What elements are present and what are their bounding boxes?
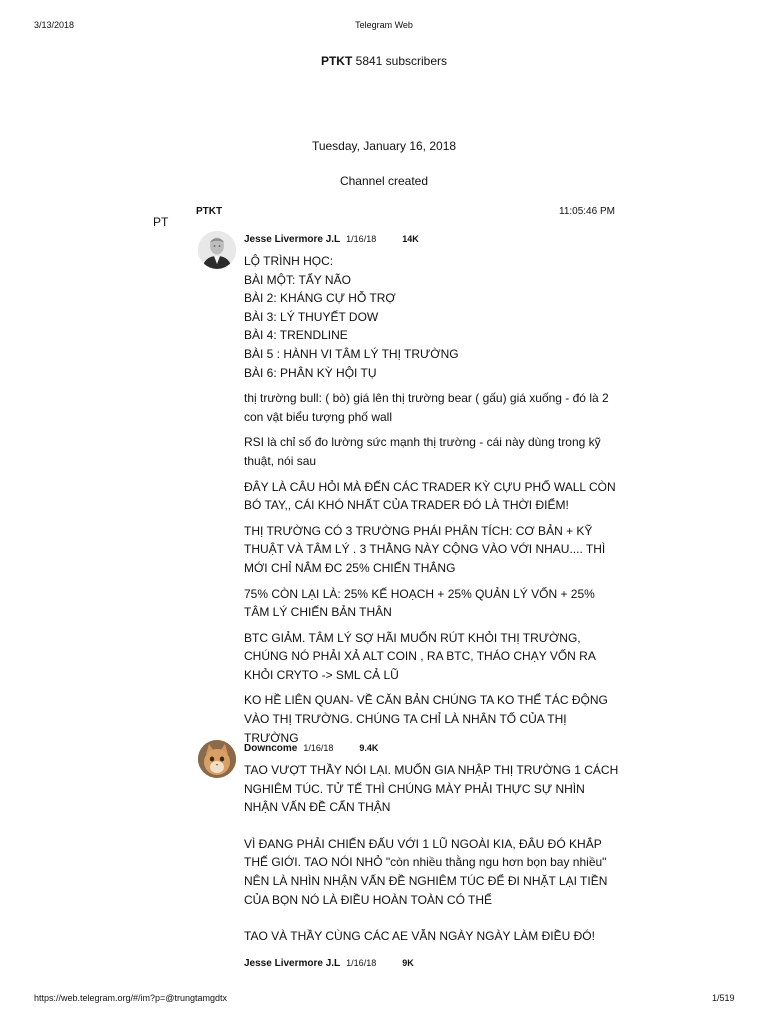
message-author[interactable]: Jesse Livermore J.L [244,958,341,969]
channel-name[interactable]: PTKT [320,54,353,68]
channel-header [0,54,768,68]
message-time: 11:05:46 PM [559,206,615,217]
page-number: 1/519 [712,993,735,1003]
date-separator: Tuesday, January 16, 2018 [311,139,457,153]
message-author[interactable]: Downcome [244,743,298,754]
message-paragraph: RSI là chỉ số đo lường sức mạnh thị trường - cái này dùng trong kỹ thuật, nói sau [244,435,601,468]
message-author[interactable]: Jesse Livermore J.L [244,234,341,245]
message-date: 1/16/18 [346,958,377,968]
avatar[interactable] [198,231,236,269]
message-paragraph: VÌ ĐANG PHẢI CHIẾN ĐẤU VỚI 1 LŨ NGOÀI KIA, ĐÂU ĐÓ KHẮP THẾ GIỚI. TAO NÓI NHỎ "còn nhiều thằng ngu hơn bọn bay nhiều" NÊN LÀ NHÌN NHẬN VẤN ĐỀ NGHIÊM TÚC ĐỂ ĐI NHẶT LẠI TIỀN CỦA BỌN NÓ LÀ ĐIỀU HOÀN TOÀN CÓ THỂ [244,836,608,907]
print-title: Telegram Web [355,20,413,30]
page-url: https://web.telegram.org/#/im?p=@trungtamgdtx [34,993,227,1003]
subscriber-count: 5841 subscribers [355,54,448,68]
view-count: 14K [402,234,419,244]
service-message: Channel created [339,174,429,188]
message-paragraph: LỘ TRÌNH HỌC: BÀI MỘT: TẨY NÃO BÀI 2: KHÁNG CỰ HỖ TRỢ BÀI 3: LÝ THUYẾT DOW BÀI 4: TRENDLINE BÀI 5 : HÀNH VI TÂM LÝ THỊ TRƯỜNG BÀI 6: PHÂN KỲ HỘI TỤ [244,254,459,380]
message-date: 1/16/18 [346,234,377,244]
message-paragraph: BTC GIẢM. TÂM LÝ SỢ HÃI MUỐN RÚT KHỎI THỊ TRƯỜNG, CHÚNG NÓ PHẢI XẢ ALT COIN , RA BTC, THÁO CHẠY VỐN RA KHỎI CRYTO -> SML CẢ LŨ [244,630,596,682]
message-paragraph: THỊ TRƯỜNG CÓ 3 TRƯỜNG PHÁI PHÂN TÍCH: CƠ BẢN + KỸ THUẬT VÀ TÂM LÝ . 3 THẰNG NÀY CỘNG VÀO VỚI NHAU.... THÌ MỚI CHỈ NẮM ĐC 25% CHIẾN THẮNG [244,523,606,575]
message-body [244,761,619,953]
message-body [244,252,619,754]
message-sender[interactable]: PTKT [196,206,223,217]
message-paragraph: TAO VƯỢT THẦY NÓI LẠI. MUỐN GIA NHẬP THỊ TRƯỜNG 1 CÁCH NGHIÊM TÚC. TỬ TẾ THÌ CHÚNG MÀY PHẢI THỰC SỰ NHÌN NHẬN VẤN ĐỀ CẨN THẬN [244,763,619,815]
message-meta [244,234,419,245]
message-meta [244,958,414,969]
message-paragraph: 75% CÒN LẠI LÀ: 25% KẾ HOẠCH + 25% QUẢN LÝ VỐN + 25% TÂM LÝ CHIẾN BẢN THÂN [244,586,595,620]
message-paragraph: ĐÂY LÀ CÂU HỎI MÀ ĐẾN CÁC TRADER KỲ CỰU PHỐ WALL CÒN BÓ TAY,, CÁI KHÓ NHẤT CỦA TRADER ĐÓ LÀ THỜI ĐIỂM! [244,479,616,513]
portrait-photo-icon [198,231,236,269]
avatar[interactable] [198,740,236,778]
view-count: 9.4K [359,743,379,753]
message-paragraph: thị trường bull: ( bò) giá lên thị trường bear ( gấu) giá xuống - đó là 2 con vật biểu tượng phố wall [244,391,609,424]
view-count: 9K [402,958,414,968]
cat-photo-icon [198,740,236,778]
channel-avatar[interactable]: PT [153,215,169,229]
message-date: 1/16/18 [303,743,334,753]
message-paragraph: TAO VÀ THẦY CÙNG CÁC AE VẪN NGÀY NGÀY LÀM ĐIỀU ĐÓ! [244,929,595,944]
message-meta [244,743,378,754]
print-date: 3/13/2018 [34,20,75,30]
message-paragraph: KO HỀ LIÊN QUAN- VỀ CĂN BẢN CHÚNG TA KO THỂ TÁC ĐỘNG VÀO THỊ TRƯỜNG. CHÚNG TA CHỈ LÀ NHÂN TỐ CỦA THỊ TRƯỜNG [244,693,608,745]
